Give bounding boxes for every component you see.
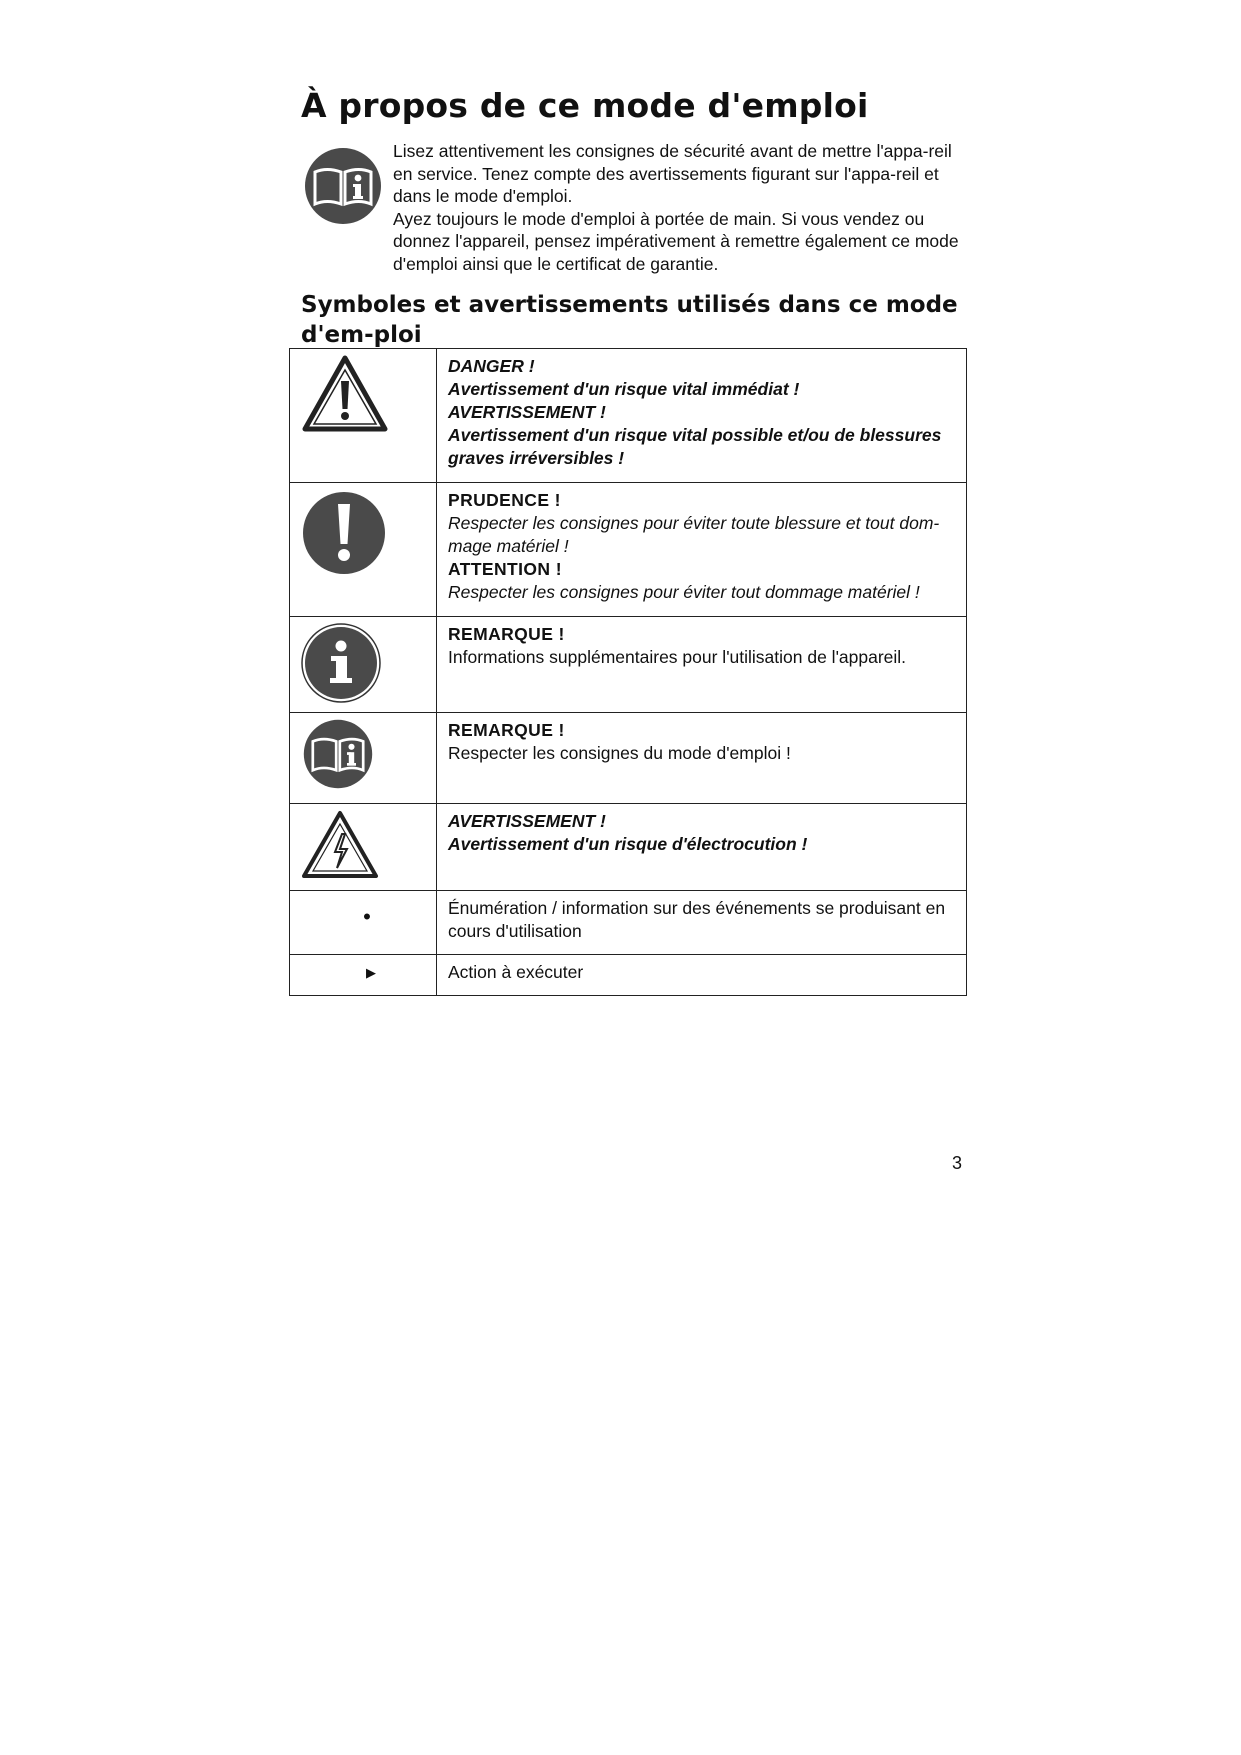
description-avertissement: Avertissement d'un risque vital possible et/ou de blessures graves irréversibles ! <box>448 425 942 468</box>
intro-block <box>298 140 974 280</box>
intro-text <box>393 140 973 276</box>
label-remarque: REMARQUE ! <box>448 624 565 644</box>
description-prudence: Respecter les consignes pour éviter toute blessure et tout dom-mage matériel ! <box>448 513 940 556</box>
description-cell <box>437 891 967 955</box>
section-title: Symboles et avertissements utilisés dans ce mode d'em-ploi <box>301 292 958 348</box>
symbol-cell <box>290 713 437 804</box>
manual-info-icon <box>303 146 383 226</box>
description-action: Action à exécuter <box>448 962 584 982</box>
description-enumeration: Énumération / information sur des événements se produisant en cours d'utilisation <box>448 898 946 941</box>
table-row <box>290 955 967 996</box>
description-attention: Respecter les consignes pour éviter tout dommage matériel ! <box>448 582 920 602</box>
symbol-cell <box>290 483 437 617</box>
warning-triangle-icon <box>302 355 388 433</box>
page-number: 3 <box>952 1153 963 1173</box>
description-danger: Avertissement d'un risque vital immédiat ! <box>448 379 800 399</box>
description-cell <box>437 349 967 483</box>
bullet-dot-icon: • <box>363 904 371 929</box>
info-circle-icon <box>301 623 381 703</box>
manual-info-icon <box>302 718 374 790</box>
symbol-cell <box>290 955 437 996</box>
intro-paragraph-1: Lisez attentivement les consignes de sécurité avant de mettre l'appa-reil en service. Tenez compte des avertissements figurant sur l'appa-reil et dans le mode d'emploi. <box>393 141 952 207</box>
label-attention: ATTENTION ! <box>448 559 562 579</box>
description-cell <box>437 955 967 996</box>
description-cell <box>437 483 967 617</box>
description-cell <box>437 804 967 891</box>
action-arrow-icon: ▶ <box>366 965 376 980</box>
label-avertissement: AVERTISSEMENT ! <box>448 402 606 422</box>
intro-paragraph-2: Ayez toujours le mode d'emploi à portée de main. Si vous vendez ou donnez l'appareil, pensez impérativement à remettre également ce mode d'emploi ainsi que le certificat de garantie. <box>393 208 959 274</box>
table-row <box>290 349 967 483</box>
description-remarque-info: Informations supplémentaires pour l'utilisation de l'appareil. <box>448 647 907 667</box>
description-cell <box>437 617 967 713</box>
table-row <box>290 483 967 617</box>
symbol-cell <box>290 891 437 955</box>
symbol-cell <box>290 617 437 713</box>
label-prudence: PRUDENCE ! <box>448 490 561 510</box>
table-row <box>290 804 967 891</box>
description-cell <box>437 713 967 804</box>
description-electrocution: Avertissement d'un risque d'électrocution ! <box>448 834 808 854</box>
symbols-table <box>289 348 967 996</box>
table-row <box>290 617 967 713</box>
page-title: À propos de ce mode d'emploi <box>301 86 869 125</box>
label-remarque: REMARQUE ! <box>448 720 565 740</box>
table-row <box>290 713 967 804</box>
exclamation-circle-icon <box>302 491 386 575</box>
label-avertissement: AVERTISSEMENT ! <box>448 811 606 831</box>
symbol-cell <box>290 804 437 891</box>
electric-shock-icon <box>301 810 379 880</box>
label-danger: DANGER ! <box>448 356 535 376</box>
description-remarque-manual: Respecter les consignes du mode d'emploi ! <box>448 743 791 763</box>
symbol-cell <box>290 349 437 483</box>
table-row <box>290 891 967 955</box>
